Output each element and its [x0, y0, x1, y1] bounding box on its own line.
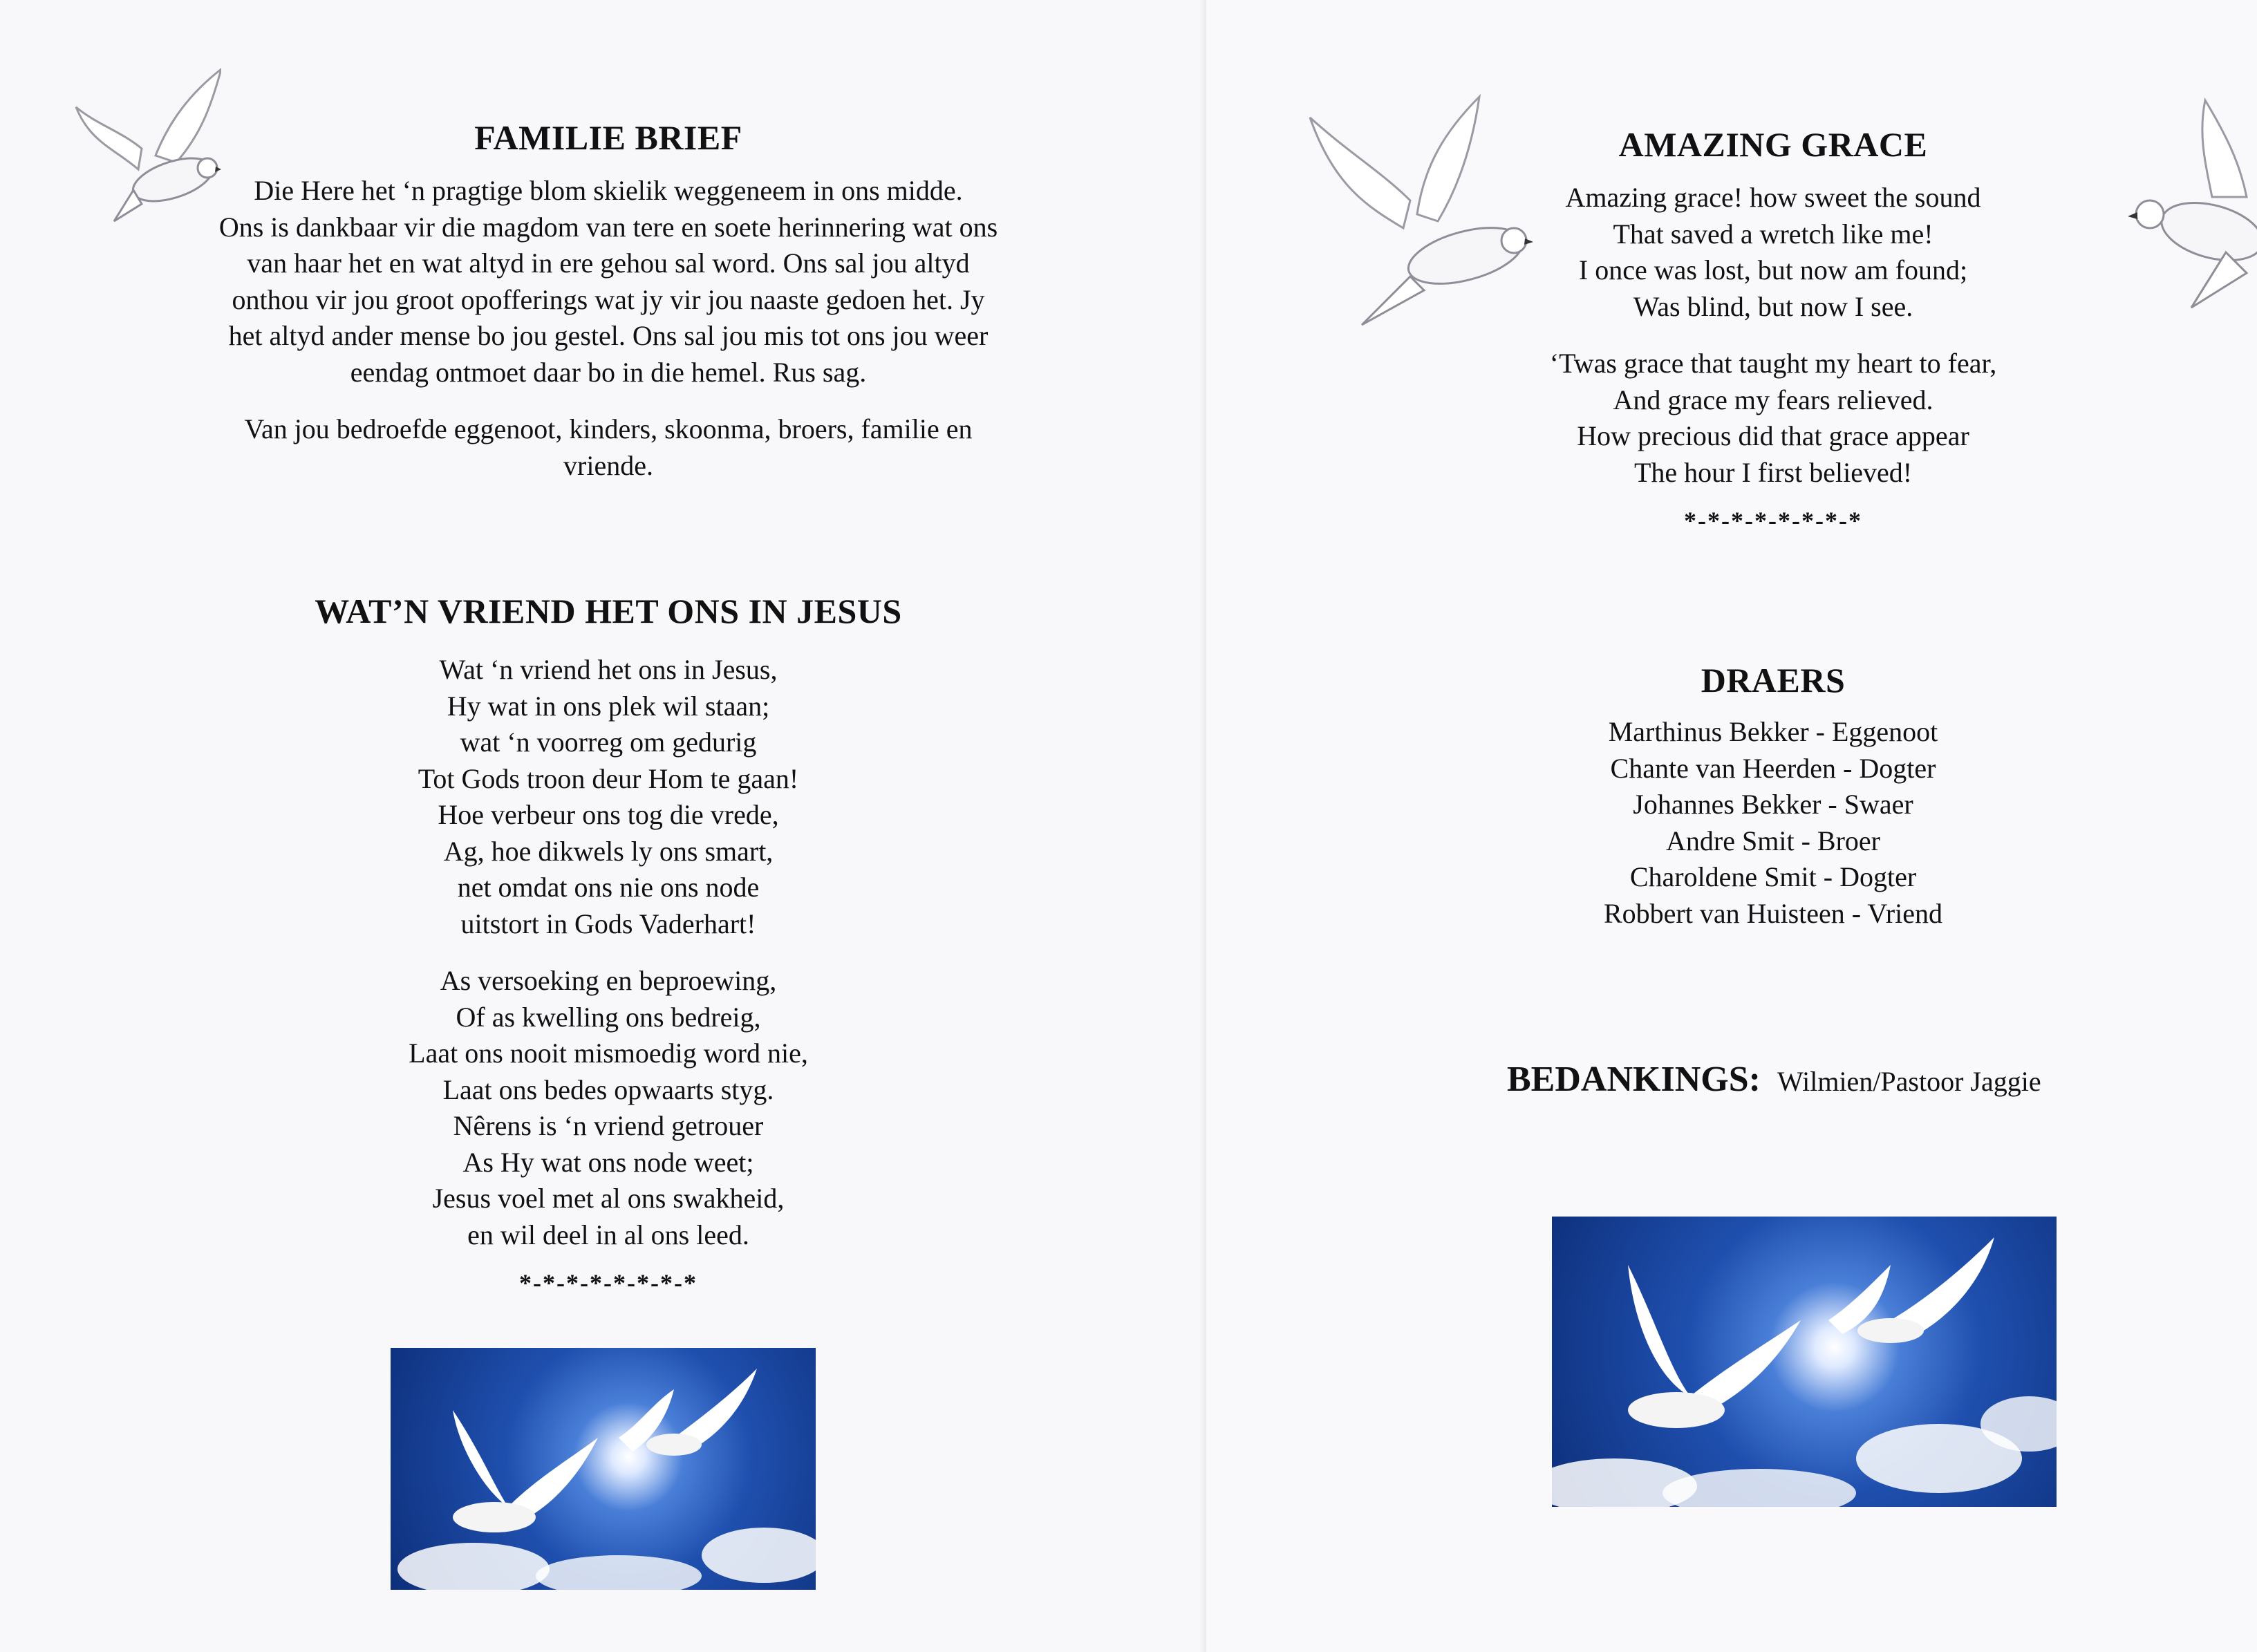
pallbearer-row: Johannes Bekker - Swaer	[1633, 789, 1913, 820]
hymn-stanza-2	[138, 963, 1078, 1253]
hymn-line: That saved a wretch like me!	[1613, 218, 1933, 250]
bedankings-label: BEDANKINGS:	[1507, 1060, 1761, 1099]
hymn-line: net omdat ons nie ons node	[457, 872, 760, 903]
familie-brief-paragraph	[138, 173, 1078, 391]
pallbearer-row: Charoldene Smit - Dogter	[1629, 861, 1917, 892]
text-line: Van jou bedroefde eggenoot, kinders, skoonma, broers, familie en	[244, 413, 973, 444]
hymn-line: I once was lost, but now am found;	[1578, 254, 1968, 285]
familie-brief-section	[138, 118, 1078, 484]
hymn-line: Laat ons nooit mismoedig word nie,	[409, 1038, 808, 1069]
separator: *-*-*-*-*-*-*-*	[1684, 507, 1862, 534]
text-line: Ons is dankbaar vir die magdom van tere en soete herinnering wat ons	[218, 211, 998, 243]
right-page	[1206, 0, 2257, 1652]
hymn-line: Of as kwelling ons bedreig,	[456, 1001, 761, 1033]
doves-in-sky-photo	[391, 1348, 816, 1590]
amazing-grace-stanza-1	[1434, 180, 2112, 325]
hymn-line: Amazing grace! how sweet the sound	[1565, 182, 1981, 213]
hymn-line: The hour I first believed!	[1633, 456, 1913, 488]
familie-brief-signoff	[138, 411, 1078, 484]
text-line: het altyd ander mense bo jou gestel. Ons sal jou mis tot ons jou weer	[228, 320, 989, 351]
hymn-line: uitstort in Gods Vaderhart!	[460, 908, 756, 939]
hymn-line: ‘Twas grace that taught my heart to fear,	[1549, 348, 1997, 379]
text-line: eendag ontmoet daar bo in die hemel. Rus sag.	[350, 356, 867, 388]
hymn-line: Tot Gods troon deur Hom te gaan!	[418, 762, 799, 794]
amazing-grace-stanza-2	[1434, 346, 2112, 491]
hymn-line: How precious did that grace appear	[1577, 420, 1969, 451]
amazing-grace-title: AMAZING GRACE	[1618, 125, 1928, 164]
hymn-title: WAT’N VRIEND HET ONS IN JESUS	[315, 592, 902, 630]
hymn-line: And grace my fears relieved.	[1613, 384, 1933, 415]
dove-icon	[2108, 93, 2257, 315]
hymn-line: Jesus voel met al ons swakheid,	[432, 1183, 785, 1214]
text-line: van haar het en wat altyd in ere gehou sal word. Ons sal jou altyd	[247, 247, 970, 279]
doves-in-sky-illustration	[1552, 1217, 2057, 1507]
hymn-section	[138, 591, 1078, 1297]
hymn-stanza-1	[138, 652, 1078, 942]
pallbearer-row: Andre Smit - Broer	[1666, 825, 1880, 856]
draers-list	[1434, 714, 2112, 932]
bedankings-value: Wilmien/Pastoor Jaggie	[1777, 1066, 2041, 1097]
pallbearer-row: Chante van Heerden - Dogter	[1610, 752, 1936, 784]
amazing-grace-section	[1434, 124, 2112, 535]
doves-in-sky-illustration	[391, 1348, 816, 1590]
text-line: Die Here het ‘n pragtige blom skielik weggeneem in ons midde.	[254, 175, 963, 206]
draers-section	[1434, 660, 2112, 932]
hymn-line: Wat ‘n vriend het ons in Jesus,	[439, 654, 778, 685]
text-line: vriende.	[563, 449, 653, 481]
text-line: onthou vir jou groot opofferings wat jy vir jou naaste gedoen het. Jy	[232, 283, 985, 315]
hymn-line: wat ‘n voorreg om gedurig	[460, 726, 757, 758]
bedankings-line	[1507, 1059, 2041, 1100]
draers-title: DRAERS	[1701, 661, 1846, 700]
hymn-line: Hoe verbeur ons tog die vrede,	[438, 799, 779, 830]
hymn-line: en wil deel in al ons leed.	[467, 1219, 749, 1250]
hymn-line: As Hy wat ons node weet;	[462, 1146, 754, 1178]
separator: *-*-*-*-*-*-*-*	[519, 1269, 697, 1297]
hymn-line: Hy wat in ons plek wil staan;	[447, 690, 770, 722]
hymn-line: Ag, hoe dikwels ly ons smart,	[443, 835, 774, 867]
pallbearer-row: Robbert van Huisteen - Vriend	[1603, 897, 1943, 929]
familie-brief-title: FAMILIE BRIEF	[474, 118, 742, 157]
doves-in-sky-photo	[1552, 1217, 2057, 1507]
hymn-line: Nêrens is ‘n vriend getrouer	[453, 1110, 764, 1141]
hymn-line: Was blind, but now I see.	[1633, 290, 1913, 322]
hymn-line: As versoeking en beproewing,	[440, 965, 777, 996]
hymn-line: Laat ons bedes opwaarts styg.	[442, 1073, 774, 1105]
pallbearer-row: Marthinus Bekker - Eggenoot	[1608, 716, 1938, 747]
